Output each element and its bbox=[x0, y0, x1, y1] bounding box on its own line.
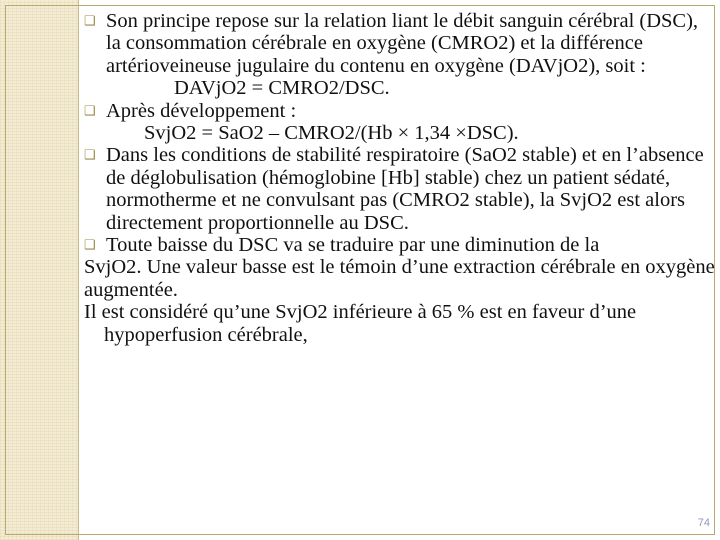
bullet-icon: ❑ bbox=[84, 102, 96, 118]
bullet-decrease-text: Toute baisse du DSC va se traduire par une diminution de la bbox=[106, 234, 600, 257]
equation-svjo2: SvjO2 = SaO2 – CMRO2/(Hb × 1,34 ×DSC). bbox=[144, 122, 519, 145]
paragraph-threshold: Il est considéré qu’une SvjO2 inférieure à 65 % est en faveur d’une hypoperfusion cérébrale, bbox=[84, 301, 637, 346]
bullet-icon: ❑ bbox=[84, 13, 96, 28]
page-number: 74 bbox=[697, 517, 710, 529]
bullet-icon: ❑ bbox=[84, 147, 96, 163]
bullet-principle-text: Son principe repose sur la relation liant le débit sanguin cérébral (DSC), la consommation cérébrale en oxygène (CMRO2) et la différence artérioveineuse jugulaire du contenu en oxygène (DAVjO2), soit : bbox=[106, 10, 699, 77]
bullet-decrease bbox=[84, 234, 716, 256]
bullet-principle bbox=[84, 10, 716, 77]
bullet-conditions bbox=[84, 144, 716, 234]
equation-davjo2: DAVjO2 = CMRO2/DSC. bbox=[174, 77, 390, 100]
bullet-icon: ❑ bbox=[84, 237, 96, 253]
bullet-development-text: Après développement : bbox=[106, 99, 297, 122]
bullet-development bbox=[84, 100, 716, 122]
bullet-conditions-text: Dans les conditions de stabilité respiratoire (SaO2 stable) et en l’absence de déglobulisation (hémoglobine [Hb] stable) chez un patient sédaté, normotherme et ne convulsant pas (CMRO2 stable), la SvjO2 est alors directement proportionnelle au DSC. bbox=[106, 144, 704, 234]
slide-body bbox=[84, 10, 716, 346]
paragraph-low-value: SvjO2. Une valeur basse est le témoin d’une extraction cérébrale en oxygène augmentée. bbox=[84, 256, 715, 301]
